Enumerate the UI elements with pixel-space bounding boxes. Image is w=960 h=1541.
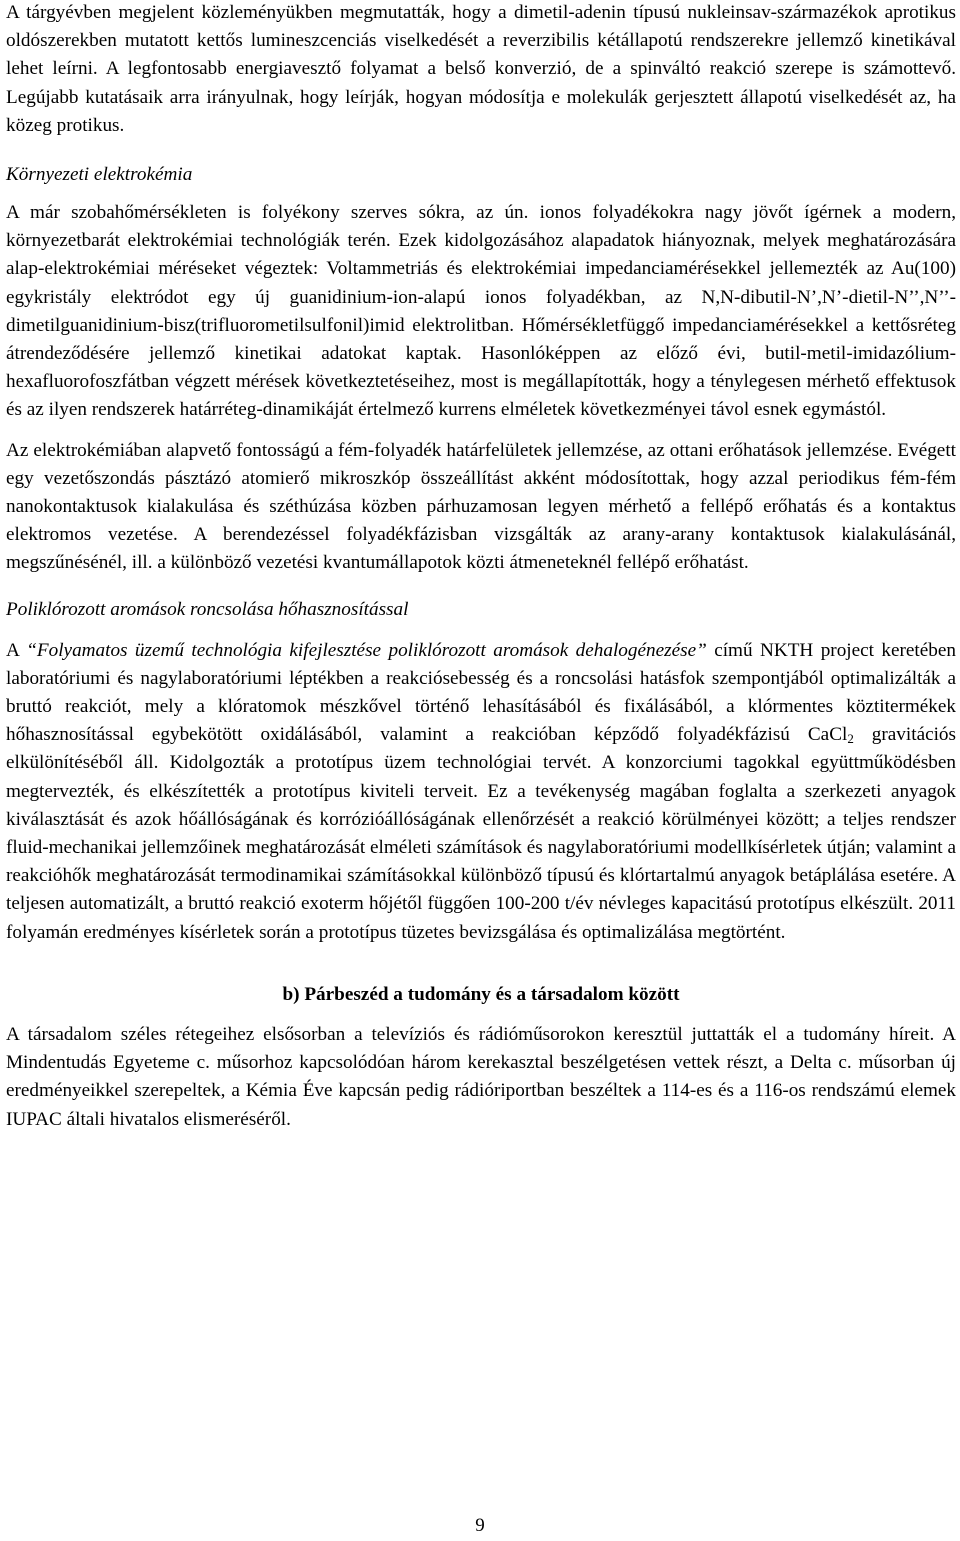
intro-paragraph: A tárgyévben megjelent közleményükben megmutatták, hogy a dimetil-adenin típusú nukleinsav-származékok aprotikus oldószerekben mutatott kettős lumineszcenciás viselkedését a reverzibilis kétállapotú rendszerekre jellemző kinetikával lehet leírni. A legfontosabb energiavesztő folyamat a belső konverzió, de a spinváltó reakció szerepe is számottevő. Legújabb kutatásaik arra irányulnak, hogy leírják, hogyan módosítja e molekulák gerjesztett állapotú viselkedését az, ha közeg protikus. [6,2,956,136]
section-heading-dialogue: b) Párbeszéd a tudomány és a társadalom között [282,983,680,1005]
environmental-paragraph-1: A már szobahőmérsékleten is folyékony szerves sókra, az ún. ionos folyadékokra nagy jövőt ígérnek a modern, környezetbarát elektrokémiai technológiák terén. Ezek kidolgozásához alapadatok hiányoznak, melyek meghatározására alap-elektrokémiai méréseket végeztek: Voltammetriás és elektrokémiai impedanciamérésekkel jellemezték az Au(100) egykristály elektródot egy új guanidinium-ion-alapú ionos folyadékban, az N,N-dibutil-N’,N’-dietil-N’’,N’’-dimetilguanidinium-bisz(trifluorometilsulfonil)imid elektrolitban. Hőmérsékletfüggő impedanciamérésekkel a kettősréteg átrendeződésére jellemző kinetikai adatokat kaptak. Hasonlóképpen az előző évi, butil-metil-imidazólium-hexafluorofoszfátban végzett mérések következtetéseihez, most is megállapították, hogy a ténylegesen mérhető effektusok és az ilyen rendszerek határréteg-dinamikáját értelmező kurrens elméletek következményei távol esnek egymástól. [6,202,956,421]
paragraph-suffix: gravitációs elkülönítéséből áll. Kidolgozták a prototípus üzem technológiai tervét. A konzorciumi tagokkal együttműködésben megtervezték, és elkészítették a prototípus kiviteli terveit. Ez a tevékenység magában foglalta a szerkezeti anyagok kiválasztását és azok hőállóságának és korrózióállóságának ellenőrzését a reakció körülményei között; a teljes rendszer fluid-mechanikai jellemzőinek meghatározását elméleti számítások és nagylaboratóriumi modellkísérletek útján; valamint a reakcióhők meghatározását termodinamikai számításokkal különböző típusú és klórtartalmú anyagok betáplálása esetére. A teljesen automatizált, a bruttó reakció exoterm hőjétől függően 100-200 t/év névleges kapacitású prototípus elkészült. 2011 folyamán eredményes kísérletek során a prototípus tüzetes bevizsgálása és optimalizálása megtörtént. [6,724,956,943]
page-number: 9 [475,1515,485,1536]
dialogue-paragraph: A társadalom széles rétegeihez elsősorban a televíziós és rádióműsorokon keresztül juttatták el a tudomány híreit. A Mindentudás Egyeteme c. műsorhoz kapcsolódóan három kerekasztal beszélgetésen vettek részt, a Delta c. műsorban új eredményeikkel szerepeltek, a Kémia Éve kapcsán pedig rádióriportban beszéltek a 114-es és a 116-os rendszámú elemek IUPAC általi hivatalos elismeréséről. [6,1023,956,1130]
document-page [6,0,956,1134]
environmental-paragraph-2: Az elektrokémiában alapvető fontosságú a fém-folyadék határfelületek jellemzése, az ottani erőhatások jellemzése. Evégett egy vezetőszondás pásztázó atomierő mikroszkóp összeállítást akként módosítottak, hogy azzal periodikus fém-fém nanokontaktusok kialakulása és széthúzása közben párhuzamosan legyen mérhető a fellépő erőhatás és a kontaktus elektromos vezetése. A berendezéssel folyadékfázisban vizsgálták az arany-arany kontaktusok kialakulásánál, megszűnésénél, ill. a különböző vezetési kvantumállapotok közti átmeneteknél fellépő erőhatást. [6,439,956,574]
paragraph-middle: című NKTH project keretében laboratóriumi és nagylaboratóriumi léptékben a reakciósebesség és a roncsolási hatásfok szempontjából optimalizálták a bruttó reakciót, mely a klóratomok mészkővel történő lehasításából és fixálásából, a klórmentes köztitermékek hőhasznosítással egybekötött oxidálásából, valamint a reakcióban képződő folyadékfázisú CaCl [6,639,956,746]
section-heading-polychlorinated-aromatics: Poliklórozott aromások roncsolása hőhasznosítással [6,598,409,620]
subscript-2: 2 [847,731,854,747]
polychlorinated-paragraph [6,637,956,947]
section-heading-environmental-electrochemistry: Környezeti elektrokémia [6,164,193,186]
paragraph-prefix: A [6,639,27,661]
project-title: “Folyamatos üzemű technológia kifejlesztése poliklórozott aromások dehalogénezése” [26,639,707,661]
